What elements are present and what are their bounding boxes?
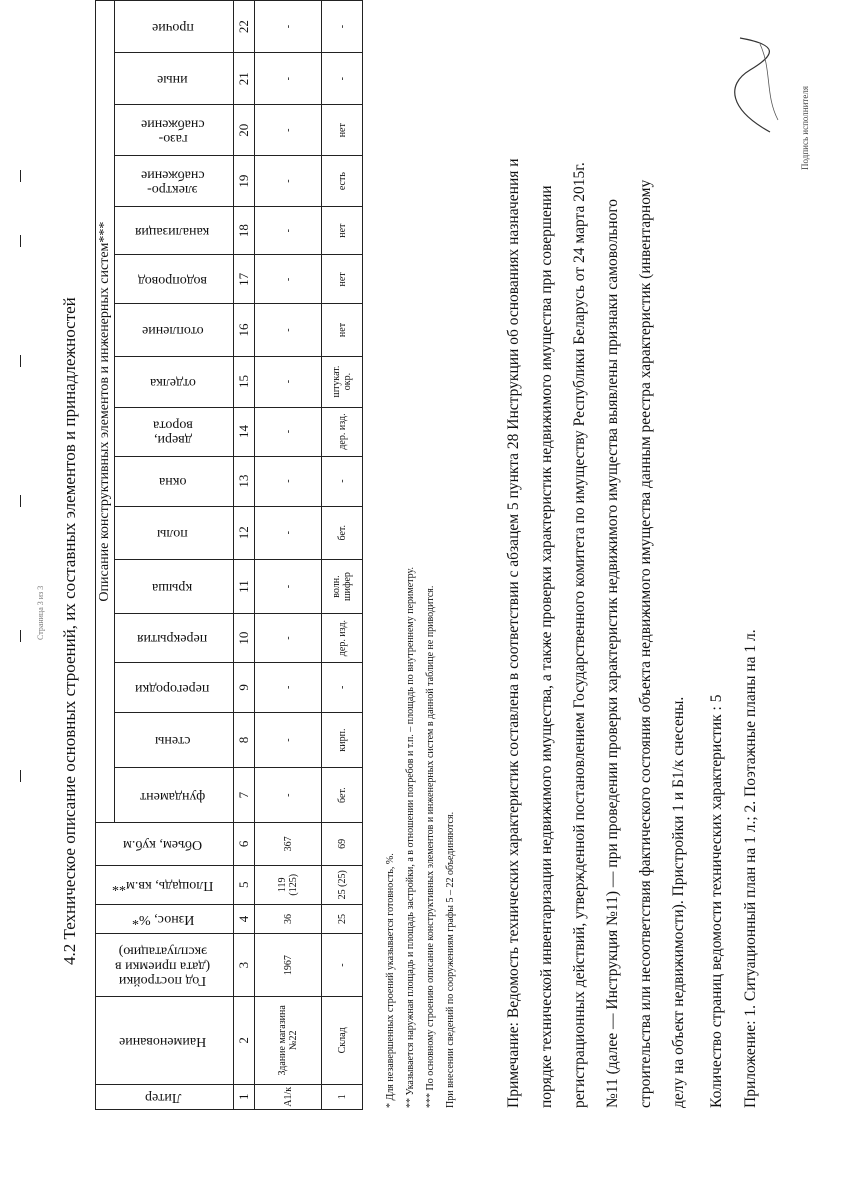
header-area: Площадь, кв.м** [96, 865, 234, 904]
column-number-row [234, 1, 255, 1110]
cell-element: бет. [322, 768, 363, 823]
column-number: 15 [234, 356, 255, 407]
header-element: отопление [115, 304, 234, 356]
cell-element: есть [322, 156, 363, 207]
cell-element: - [255, 356, 322, 407]
column-number: 3 [234, 934, 255, 997]
column-number: 17 [234, 255, 255, 304]
cell-element: волн. шифер [322, 559, 363, 614]
header-element: перегородки [115, 662, 234, 712]
column-number: 21 [234, 53, 255, 105]
cell-element: дер. изд. [322, 614, 363, 662]
cell-element: - [255, 712, 322, 767]
binder-tick [20, 495, 21, 507]
header-element: водопровод [115, 255, 234, 304]
column-number: 20 [234, 105, 255, 156]
cell-name: Склад [322, 997, 363, 1084]
binder-tick [20, 170, 21, 182]
cell-element: - [255, 614, 322, 662]
cell-element: нет [322, 207, 363, 255]
cell-element: - [255, 304, 322, 356]
header-year: Год постройки (дата приемки в эксплуатацию) [96, 934, 234, 997]
cell-element: - [255, 506, 322, 559]
cell-element: - [255, 768, 322, 823]
binder-tick [20, 770, 21, 782]
note-line: порядке технической инвентаризации недвижимого имущества, а также проверки характеристик недвижимого имущества при совершении [538, 185, 555, 1108]
header-element: газо- снабжение [115, 105, 234, 156]
column-number: 7 [234, 768, 255, 823]
header-volume: Объем, куб.м [96, 823, 234, 866]
cell-volume: 69 [322, 823, 363, 866]
column-number: 16 [234, 304, 255, 356]
header-element: полы [115, 506, 234, 559]
cell-element: нет [322, 255, 363, 304]
column-number: 13 [234, 456, 255, 506]
header-element: стены [115, 712, 234, 767]
cell-element: нет [322, 304, 363, 356]
cell-area: 119 (125) [255, 865, 322, 904]
binder-tick [20, 235, 21, 247]
cell-year: - [322, 934, 363, 997]
signature-label: Подпись исполнителя [800, 86, 810, 170]
cell-element: - [255, 662, 322, 712]
binder-tick [20, 355, 21, 367]
footnote: * Для незавершенных строений указывается готовность, %. [385, 853, 396, 1108]
cell-element: - [322, 662, 363, 712]
header-element: фундамент [115, 768, 234, 823]
column-number: 19 [234, 156, 255, 207]
footnote: *** По основному строению описание конструктивных элементов и инженерных систем в данной таблице не приводится. [425, 585, 436, 1108]
header-element: двери, ворота [115, 407, 234, 456]
cell-area: 25 (25) [322, 865, 363, 904]
header-description-group: Описание конструктивных элементов и инженерных систем*** [96, 1, 115, 823]
cell-element: - [255, 559, 322, 614]
note-line: №11 (далее — Инструкция №11) — при проведении проверки характеристик недвижимого имущества выявлены признаки самовольного [604, 198, 621, 1108]
column-number: 12 [234, 506, 255, 559]
cell-element: бет. [322, 506, 363, 559]
note-line: делу на объект недвижимости). Пристройки 1 и Б1/к снесены. [670, 696, 687, 1108]
footnote: ** Указывается наружная площадь и площадь застройки, а в отношении погребов и т.п. – площадь по внутреннему периметру. [405, 566, 416, 1108]
binder-tick [20, 630, 21, 642]
cell-element: - [255, 255, 322, 304]
header-wear: Износ, %* [96, 904, 234, 933]
cell-element: - [255, 156, 322, 207]
cell-element: штукат. окр. [322, 356, 363, 407]
header-element: канализация [115, 207, 234, 255]
header-element: прочие [115, 1, 234, 53]
cell-element: - [255, 53, 322, 105]
column-number: 5 [234, 865, 255, 904]
cell-element: - [255, 207, 322, 255]
header-element: окна [115, 456, 234, 506]
cell-element: нет [322, 105, 363, 156]
column-number: 4 [234, 904, 255, 933]
table-row [322, 1, 363, 1110]
column-number: 10 [234, 614, 255, 662]
header-element: электро- снабжение [115, 156, 234, 207]
cell-element: - [255, 1, 322, 53]
column-number: 2 [234, 997, 255, 1084]
appendix: Приложение: 1. Ситуационный план на 1 л.; 2. Поэтажные планы на 1 л. [742, 629, 759, 1108]
header-element: крыша [115, 559, 234, 614]
cell-liter: 1 [322, 1084, 363, 1109]
cell-element: - [322, 1, 363, 53]
cell-name: Здание магазина №22 [255, 997, 322, 1084]
cell-element: - [255, 407, 322, 456]
section-title: 4.2 Техническое описание основных строений, их составных элементов и принадлежностей [60, 297, 79, 965]
signature-mark [720, 30, 790, 140]
pages-count: Количество страниц ведомости технических характеристик : 5 [708, 694, 725, 1108]
cell-element: - [255, 105, 322, 156]
tech-description-table [95, 0, 363, 1110]
cell-element: - [322, 53, 363, 105]
note-line: Примечание: Ведомость технических характеристик составлена в соответствии с абзацем 5 пункта 28 Инструкции об основаниях назначения и [505, 158, 522, 1108]
column-number: 6 [234, 823, 255, 866]
cell-wear: 36 [255, 904, 322, 933]
footnote: При внесении сведений по сооружениям графы 5 – 22 объединяются. [445, 811, 456, 1108]
column-number: 1 [234, 1084, 255, 1109]
header-element: иные [115, 53, 234, 105]
table-row [255, 1, 322, 1110]
header-element: отделка [115, 356, 234, 407]
header-element: перекрытия [115, 614, 234, 662]
cell-year: 1967 [255, 934, 322, 997]
cell-element: кирп. [322, 712, 363, 767]
cell-wear: 25 [322, 904, 363, 933]
column-number: 14 [234, 407, 255, 456]
column-number: 22 [234, 1, 255, 53]
note-line: строительства или несоответствия фактического состояния объекта недвижимого имущества данным реестра характеристик (инвентарному [637, 179, 654, 1108]
cell-liter: А1/к [255, 1084, 322, 1109]
column-number: 8 [234, 712, 255, 767]
cell-element: - [255, 456, 322, 506]
cell-volume: 367 [255, 823, 322, 866]
column-number: 11 [234, 559, 255, 614]
header-liter: Литер [96, 1084, 234, 1109]
cell-element: дер. изд. [322, 407, 363, 456]
header-name: Наименование [96, 997, 234, 1084]
column-number: 18 [234, 207, 255, 255]
page-header: Страница 3 из 3 [36, 585, 45, 640]
column-number: 9 [234, 662, 255, 712]
cell-element: - [322, 456, 363, 506]
note-line: регистрационных действий, утвержденной постановлением Государственного комитета по имуществу Республики Беларусь от 24 марта 2015г. [571, 162, 588, 1108]
